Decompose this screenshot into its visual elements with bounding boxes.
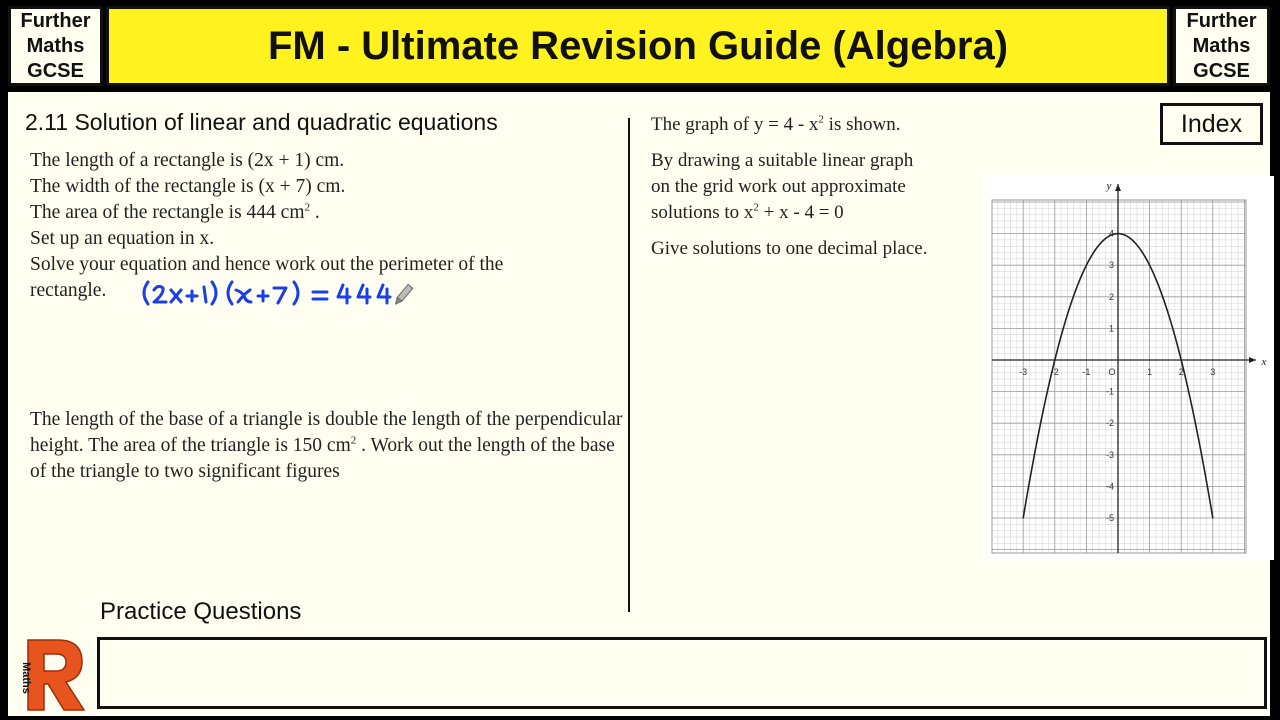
data-point	[1086, 265, 1087, 266]
y-tick-label: 4	[1108, 228, 1114, 239]
left-badge-line: GCSE	[27, 59, 84, 82]
x-tick-label: -2	[1050, 367, 1059, 377]
q3-line: on the grid work out approximate	[651, 176, 906, 197]
left-badge-line: Further	[20, 9, 91, 32]
q1-line	[30, 200, 625, 226]
q3-line	[651, 112, 991, 138]
right-badge-line: GCSE	[1193, 59, 1250, 82]
logo-icon	[10, 634, 90, 714]
data-point	[1165, 304, 1166, 305]
q1-text: .	[310, 202, 320, 223]
q3-text: + x - 4 = 0	[758, 202, 844, 223]
graph-panel	[984, 176, 1274, 560]
logo-text: Maths	[20, 662, 32, 694]
left-badge	[8, 6, 103, 86]
q2-text: The length of the base of a triangle is double the length of the perpendicular height. The area of the triangle is 150 cm	[30, 409, 623, 456]
data-point	[1102, 241, 1103, 242]
handwritten-equation	[138, 276, 468, 310]
answer-box[interactable]	[97, 637, 1267, 709]
q3-text: The graph of y = 4 - x	[651, 114, 819, 135]
x-tick-label: O	[1108, 367, 1116, 377]
right-badge-line: Further	[1186, 9, 1257, 32]
q1-line: The length of a rectangle is (2x + 1) cm.	[30, 150, 345, 171]
y-axis-label: y	[1106, 180, 1112, 192]
page-title	[106, 6, 1170, 86]
x-axis-arrow	[1249, 357, 1256, 363]
question-2	[30, 407, 625, 485]
page-title-text: FM - Ultimate Revision Guide (Algebra)	[267, 23, 1009, 68]
y-tick-label: -3	[1105, 449, 1114, 460]
data-point	[1023, 517, 1024, 518]
right-badge-line: Maths	[1192, 34, 1251, 57]
q1-line: The width of the rectangle is (x + 7) cm.	[30, 176, 346, 197]
data-point	[1133, 241, 1134, 242]
data-point	[1038, 431, 1039, 432]
q1-text: The area of the rectangle is 444 cm	[30, 202, 305, 223]
logo	[10, 634, 90, 714]
y-axis-arrow	[1115, 184, 1121, 191]
section-heading: 2.11 Solution of linear and quadratic equations	[25, 109, 498, 135]
q3-line: Give solutions to one decimal place.	[651, 238, 928, 259]
index-button[interactable]: Index	[1160, 103, 1263, 145]
x-tick-label: 1	[1147, 367, 1153, 377]
left-badge-line: Maths	[26, 34, 85, 57]
data-point	[1181, 359, 1182, 360]
pencil-icon	[393, 284, 412, 305]
q1-line: Solve your equation and hence work out the perimeter of the	[30, 254, 504, 275]
q3-text: is shown.	[823, 114, 901, 135]
data-point	[1149, 265, 1150, 266]
y-tick-label: 2	[1108, 291, 1114, 302]
superscript: 2	[350, 434, 357, 447]
x-tick-label: 3	[1210, 367, 1216, 377]
q3-line	[651, 200, 991, 226]
q3-text: solutions to x	[651, 202, 754, 223]
y-tick-label: -1	[1105, 386, 1114, 397]
q3-line: By drawing a suitable linear graph	[651, 150, 914, 171]
data-point	[1196, 431, 1197, 432]
column-divider	[628, 118, 630, 612]
right-badge	[1173, 6, 1270, 86]
y-tick-label: 3	[1108, 260, 1114, 271]
q1-line: Set up an equation in x.	[30, 228, 215, 249]
data-point	[1117, 233, 1118, 234]
data-point	[1212, 517, 1213, 518]
x-tick-label: -1	[1082, 367, 1091, 377]
x-tick-label: 2	[1178, 367, 1184, 377]
superscript: 2	[753, 201, 759, 214]
x-axis-label: x	[1261, 356, 1267, 368]
data-point	[1054, 359, 1055, 360]
y-tick-label: -5	[1105, 513, 1114, 523]
q1-line: rectangle.	[30, 280, 107, 301]
practice-questions-label: Practice Questions	[100, 598, 302, 625]
superscript: 2	[304, 201, 310, 214]
y-tick-label: -4	[1105, 481, 1114, 492]
data-point	[1070, 304, 1071, 305]
y-tick-label: -2	[1105, 418, 1114, 429]
quadratic-graph	[984, 176, 1274, 560]
y-tick-label: 1	[1108, 323, 1114, 334]
question-3	[651, 112, 991, 262]
x-tick-label: -3	[1019, 367, 1028, 377]
q2-text: . Work out the length of the base of the triangle to two significant figures	[30, 435, 615, 482]
grid-border	[992, 200, 1246, 553]
superscript: 2	[818, 113, 824, 126]
